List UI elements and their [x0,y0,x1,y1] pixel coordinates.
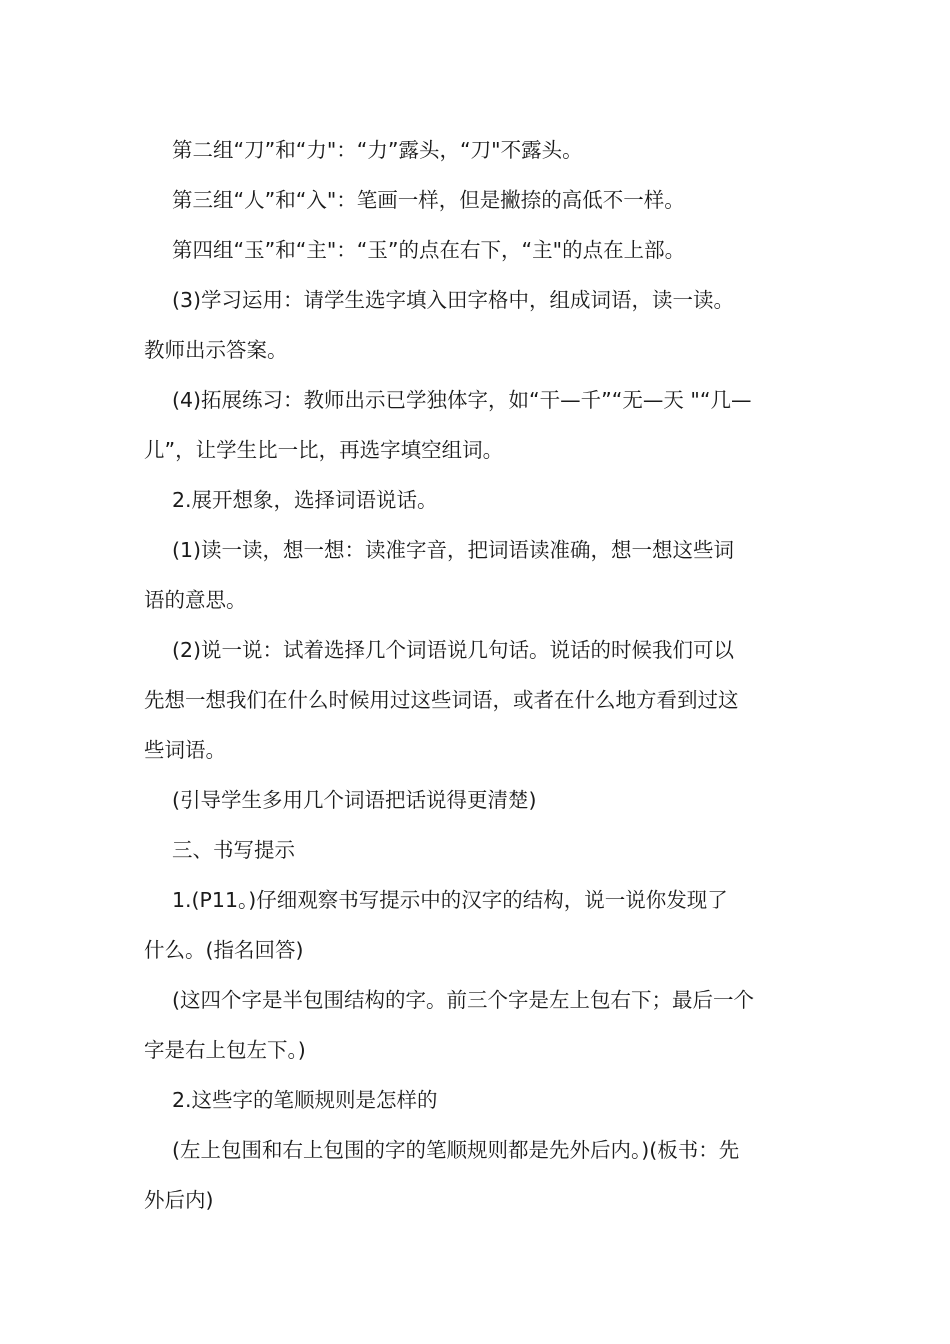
paragraph-line: 什么。(指名回答) [144,938,304,962]
paragraph-line: 1.(P11。)仔细观察书写提示中的汉字的结构，说一说你发现了 [172,888,728,912]
paragraph-line: 语的意思。 [144,588,247,612]
paragraph-line: 2.展开想象，选择词语说话。 [172,488,438,512]
paragraph-line: (1)读一读，想一想：读准字音，把词语读准确，想一想这些词 [172,538,735,562]
paragraph-line: 2.这些字的笔顺规则是怎样的 [172,1088,438,1112]
paragraph-line: 儿”，让学生比一比，再选字填空组词。 [144,438,504,462]
paragraph-line: (4)拓展练习：教师出示已学独体字，如“干—千”“无—天 "“几— [172,388,752,412]
paragraph-line: (引导学生多用几个词语把话说得更清楚) [172,788,537,812]
paragraph-line: 第四组“玉”和“主"：“玉”的点在右下，“主"的点在上部。 [172,238,686,262]
paragraph-line: 先想一想我们在什么时候用过这些词语，或者在什么地方看到过这 [144,688,739,712]
paragraph-line: 外后内) [144,1188,214,1212]
paragraph-line: (左上包围和右上包围的字的笔顺规则都是先外后内。)(板书：先 [172,1138,740,1162]
paragraph-line: 字是右上包左下。) [144,1038,306,1062]
paragraph-line: 第三组“人”和“入"：笔画一样，但是撇捺的高低不一样。 [172,188,685,212]
paragraph-line: 些词语。 [144,738,226,762]
paragraph-line: 教师出示答案。 [144,338,288,362]
paragraph-line: (2)说一说：试着选择几个词语说几句话。说话的时候我们可以 [172,638,735,662]
section-heading: 三、书写提示 [172,838,295,862]
paragraph-line: 第二组“刀”和“力"：“力”露头，“刀"不露头。 [172,138,583,162]
document-body [144,125,812,1225]
paragraph-line: (这四个字是半包围结构的字。前三个字是左上包右下；最后一个 [172,988,754,1012]
paragraph-line: (3)学习运用：请学生选字填入田字格中，组成词语，读一读。 [172,288,735,312]
